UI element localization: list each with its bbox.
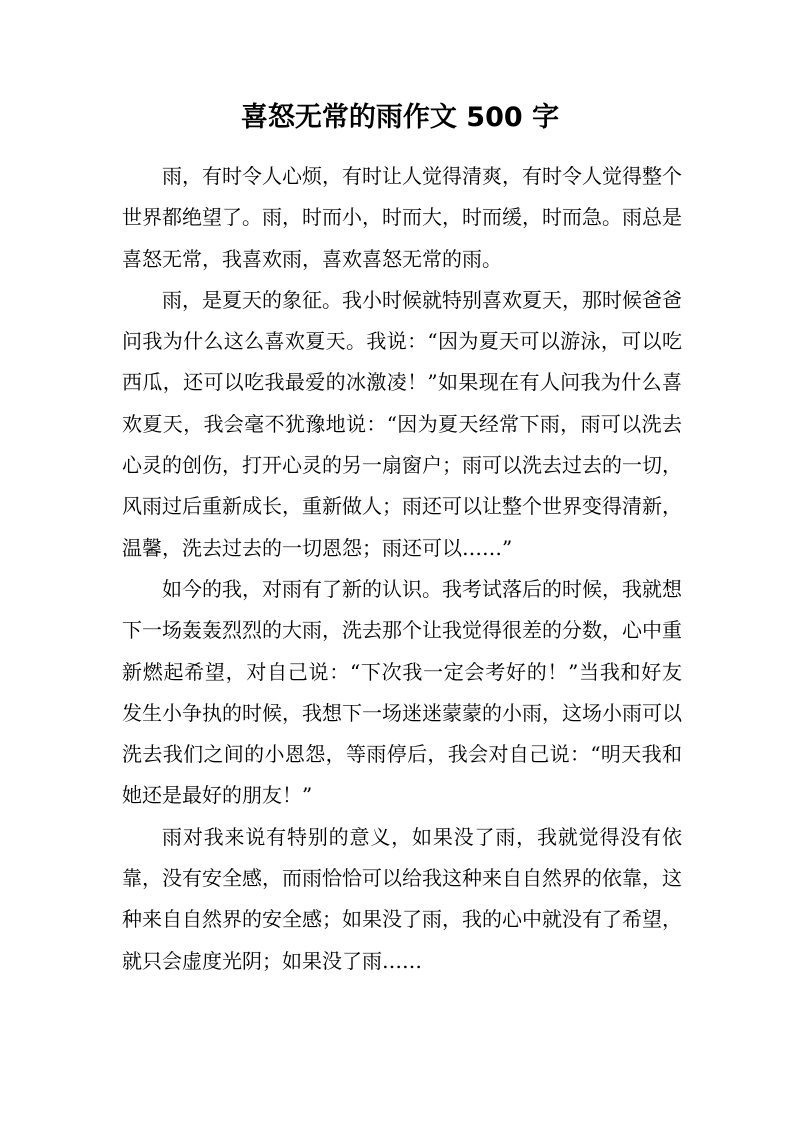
paragraph-1: 雨，有时令人心烦，有时让人觉得清爽，有时令人觉得整个世界都绝望了。雨，时而小，时而大，时而缓，时而急。雨总是喜怒无常，我喜欢雨，喜欢喜怒无常的雨。 xyxy=(122,164,682,271)
document-title: 喜怒无常的雨作文 500 字 xyxy=(240,102,560,133)
paragraph-4: 雨对我来说有特别的意义，如果没了雨，我就觉得没有依靠，没有安全感，而雨恰恰可以给我这种来自自然界的依靠，这种来自自然界的安全感；如果没了雨，我的心中就没有了希望，就只会虚度光阴；如果没了雨…… xyxy=(122,824,682,973)
paragraph-2: 雨，是夏天的象征。我小时候就特别喜欢夏天，那时候爸爸问我为什么这么喜欢夏天。我说：“因为夏天可以游泳，可以吃西瓜，还可以吃我最爱的冰激凌！”如果现在有人问我为什么喜欢夏天，我会毫不犹豫地说：“因为夏天经常下雨，雨可以洗去心灵的创伤，打开心灵的另一扇窗户；雨可以洗去过去的一切，风雨过后重新成长，重新做人；雨还可以让整个世界变得清新，温馨，洗去过去的一切恩怨；雨还可以……” xyxy=(122,287,682,560)
document-body xyxy=(122,156,682,982)
paragraph-3: 如今的我，对雨有了新的认识。我考试落后的时候，我就想下一场轰轰烈烈的大雨，洗去那个让我觉得很差的分数，心中重新燃起希望，对自己说：“下次我一定会考好的！”当我和好友发生小争执的时候，我想下一场迷迷蒙蒙的小雨，这场小雨可以洗去我们之间的小恩怨，等雨停后，我会对自己说：“明天我和她还是最好的朋友！” xyxy=(122,576,682,808)
